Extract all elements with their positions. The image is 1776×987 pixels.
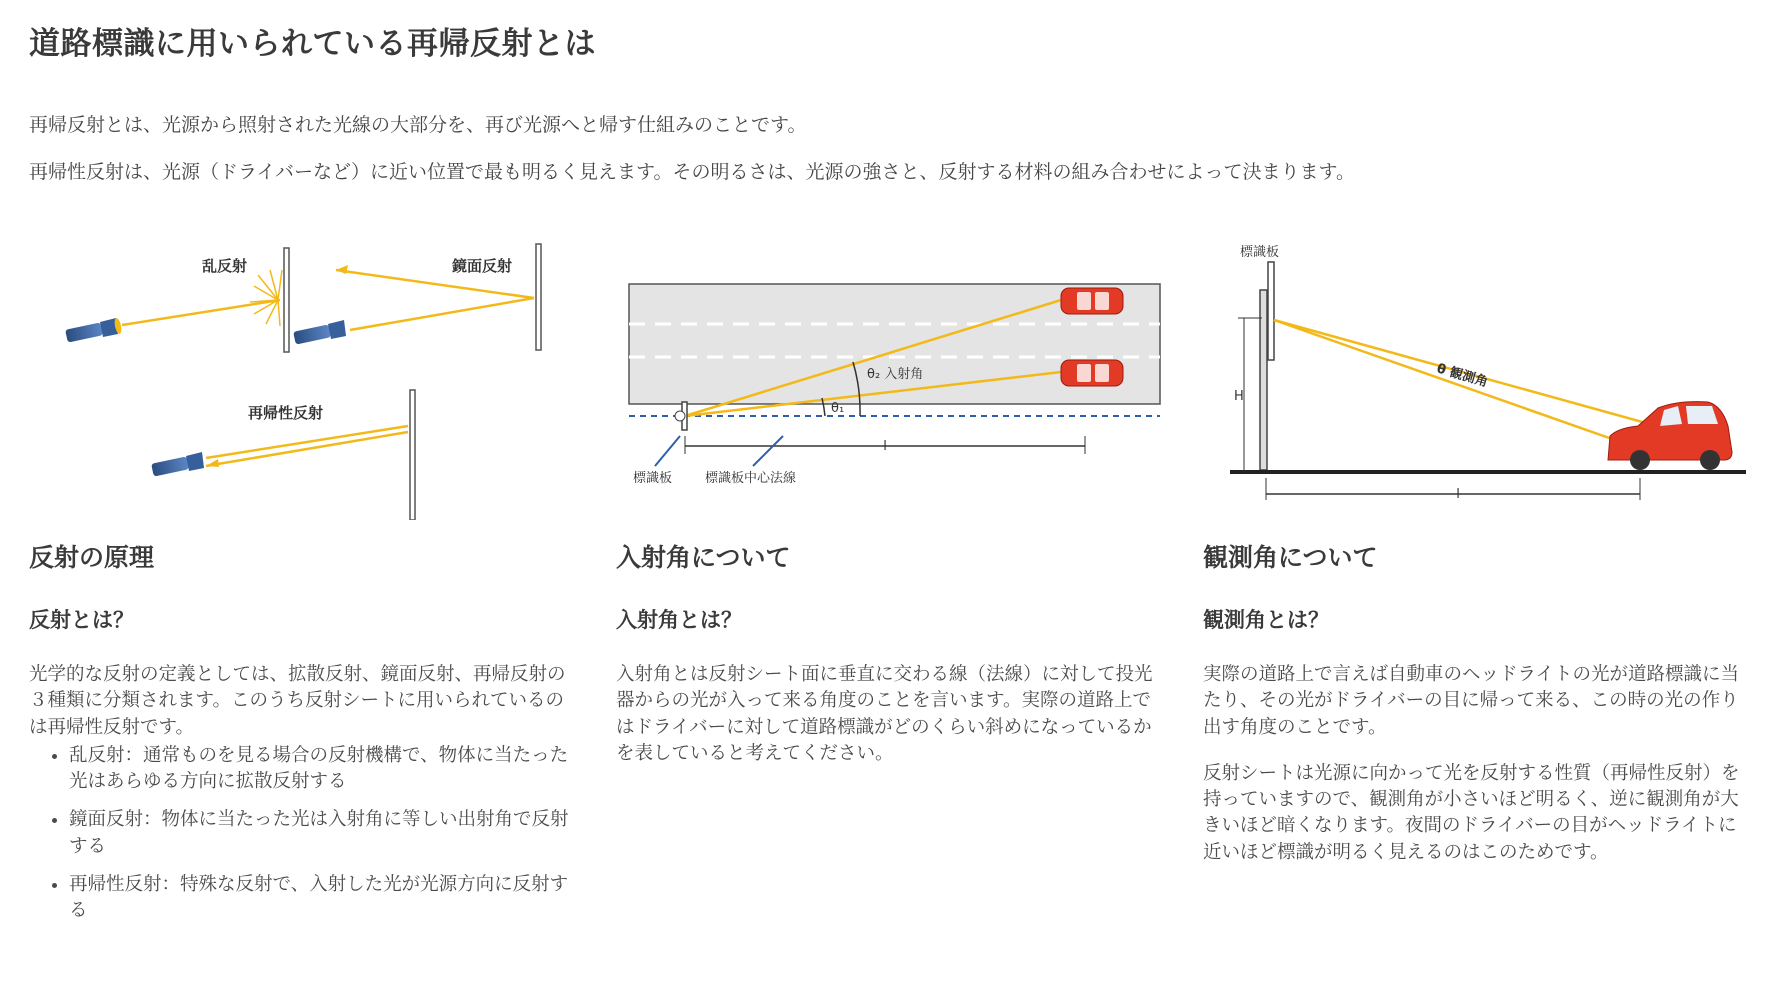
section-incidence-angle <box>616 538 1168 787</box>
specular-label: 鏡面反射 <box>452 257 513 275</box>
section-reflection-principle <box>29 538 581 936</box>
flashlight-icon <box>151 452 204 477</box>
list-item: 鏡面反射：物体に当たった光は入射角に等しい出射角で反射する <box>29 807 581 860</box>
bullet-list <box>29 743 581 925</box>
section-paragraph: 実際の道路上で言えば自動車のヘッドライトの光が道路標識に当たり、その光がドライバーの目に帰って来る、この時の光の作り出す角度のことです。 <box>1203 664 1739 738</box>
distance-label: l <box>1456 487 1460 502</box>
section-paragraph: 反射シートは光源に向かって光を反射する性質（再帰性反射）を持っていますので、観測角が小さいほど明るく、逆に観測角が大きいほど暗くなります。夜間のドライバーの目がヘッドライトに近いほど標識が明るく見えるのはこのためです。 <box>1203 762 1740 863</box>
incidence-angle-label: θ₂ 入射角 <box>867 367 924 382</box>
section-heading: 入射角について <box>616 543 791 572</box>
flashlight-icon <box>293 320 346 345</box>
car-icon <box>1608 402 1732 470</box>
page-title: 道路標識に用いられている再帰反射とは <box>29 26 596 62</box>
specular-reflection <box>293 244 541 350</box>
section-subheading: 観測角とは？ <box>1203 608 1329 632</box>
diffuse-label: 乱反射 <box>202 257 248 275</box>
intro <box>29 112 1749 205</box>
distance-label: l <box>883 439 887 454</box>
sign-label: 標識板 <box>633 471 673 486</box>
list-item: 再帰性反射：特殊な反射で、入射した光が光源方向に反射する <box>29 872 581 925</box>
retro-surface <box>410 390 415 520</box>
retroreflection <box>151 390 415 520</box>
section-heading: 観測角について <box>1203 543 1378 572</box>
section-paragraph: 入射角とは反射シート面に垂直に交わる線（法線）に対して投光器からの光が入って来る角度のことを言います。実際の道路上ではドライバーに対して道路標識がどのくらい斜めになっているかを表していると考えてください。 <box>616 664 1153 764</box>
section-subheading: 入射角とは？ <box>616 608 742 632</box>
flashlight-icon <box>65 318 122 343</box>
section-paragraph: 光学的な反射の定義としては、拡散反射、鏡面反射、再帰反射の３種類に分類されます。このうち反射シートに用いられているのは再帰性反射です。 <box>29 664 566 738</box>
car-icon <box>1061 360 1123 386</box>
height-label: H <box>1234 389 1244 404</box>
section-heading: 反射の原理 <box>29 543 155 572</box>
diffuse-reflection <box>65 248 289 352</box>
section-subheading: 反射とは？ <box>29 608 134 632</box>
retro-label: 再帰性反射 <box>248 404 324 422</box>
normal-label: 標識板中心法線 <box>705 471 797 486</box>
reflection-types-diagram <box>60 240 580 520</box>
specular-surface <box>536 244 541 350</box>
intro-paragraph-1: 再帰反射とは、光源から照射された光線の大部分を、再び光源へと帰す仕組みのことです。 <box>29 114 807 136</box>
sign-board <box>1268 262 1274 360</box>
car-icon <box>1061 288 1123 314</box>
sign-pole <box>1260 290 1267 470</box>
section-observation-angle <box>1203 538 1755 886</box>
theta1-label: θ₁ <box>831 401 845 416</box>
observation-angle-label: θ 観測角 <box>1434 361 1490 391</box>
incidence-angle-diagram <box>625 236 1165 496</box>
sign-label: 標識板 <box>1240 245 1280 260</box>
list-item: 乱反射：通常ものを見る場合の反射機構で、物体に当たった光はあらゆる方向に拡散反射する <box>29 743 581 796</box>
intro-paragraph-2: 再帰性反射は、光源（ドライバーなど）に近い位置で最も明るく見えます。その明るさは、光源の強さと、反射する材料の組み合わせによって決まります。 <box>29 160 1356 183</box>
observation-angle-diagram <box>1208 238 1753 508</box>
diffuse-surface <box>284 248 289 352</box>
